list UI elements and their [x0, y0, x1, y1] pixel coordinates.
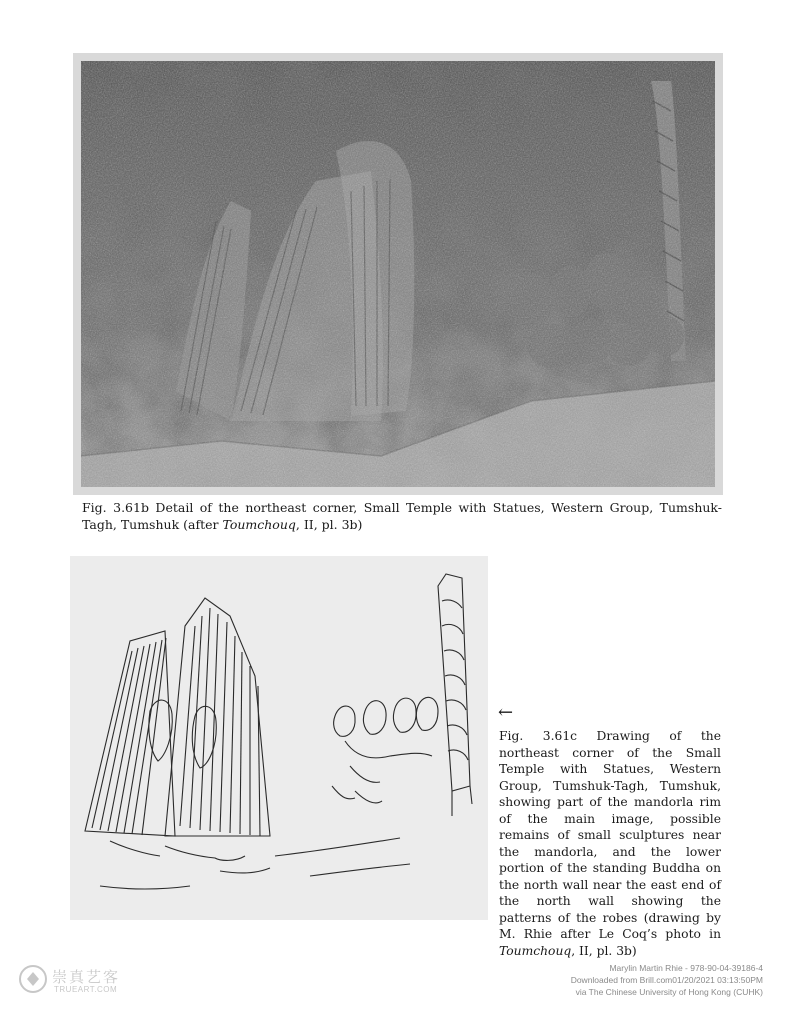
- caption-text: Drawing of the northeast corner of the Small Temple with Statues, Western Group, Tumshuk-Tagh, Tumshuk, showing part of the mandorla rim of the main image, possible remains of small sculptures near the mandorla, and the lower portion of the standing Buddha on the north wall near the east end of the north wall showing the patterns of the robes (drawing by M. Rhie after Le Coq’s photo in: [499, 729, 721, 941]
- footer-via-line: via The Chinese University of Hong Kong (CUHK): [575, 987, 763, 997]
- caption-italic-title: Toumchouq: [499, 943, 572, 958]
- watermark-subtext: TRUEART.COM: [54, 985, 118, 994]
- caption-label: Fig. 3.61b: [82, 500, 149, 515]
- caption-text-end: , II, pl. 3b): [295, 517, 363, 532]
- footer-author-line: Marylin Martin Rhie - 978-90-04-39186-4: [609, 963, 763, 973]
- left-arrow-icon: ←: [498, 702, 514, 723]
- figure-caption-3-61c: [499, 728, 721, 959]
- figure-photo-frame: [73, 53, 723, 495]
- watermark-logo: [18, 964, 138, 998]
- line-drawing: [70, 556, 488, 920]
- caption-text-end: , II, pl. 3b): [571, 943, 637, 958]
- caption-italic-title: Toumchouq: [222, 517, 296, 532]
- caption-text: Detail of the northeast corner, Small Temple with Statues, Western Group, Tumshuk-Tagh, Tumshuk (after: [82, 500, 722, 532]
- figure-drawing-frame: [70, 556, 488, 920]
- watermark-icon: [18, 964, 48, 994]
- footer-download-line: Downloaded from Brill.com01/20/2021 03:13:50PM: [570, 975, 763, 985]
- download-footer: [463, 962, 763, 998]
- caption-label: Fig. 3.61c: [499, 729, 578, 743]
- figure-caption-3-61b: [82, 499, 722, 533]
- rock-sculpture-photo: [81, 61, 715, 487]
- watermark-text: 崇真艺客: [52, 968, 121, 986]
